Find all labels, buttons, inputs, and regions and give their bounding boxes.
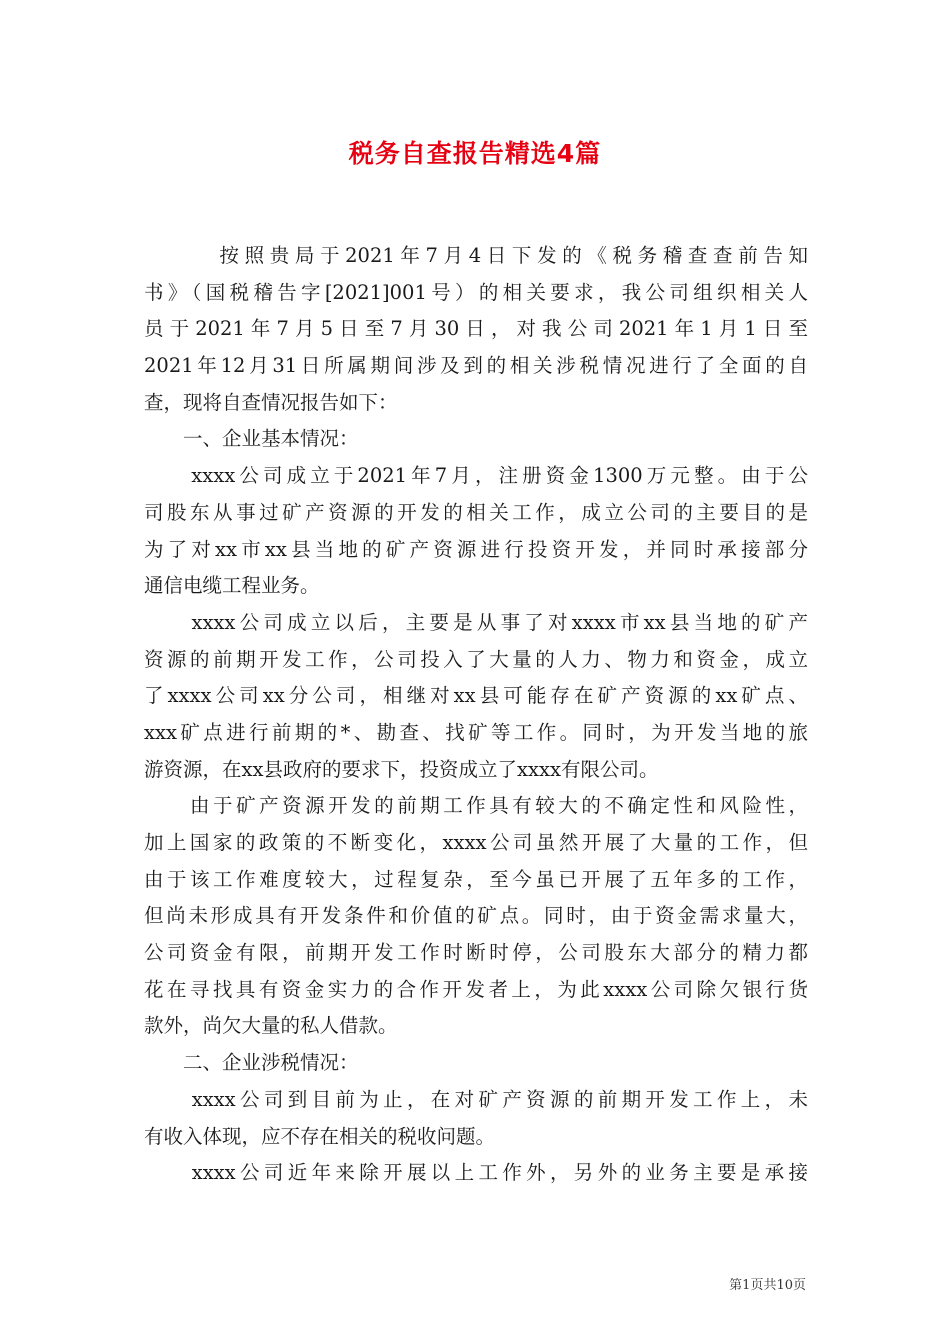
page-number: 第1页共10页 (729, 1278, 806, 1293)
text-line: 有收入体现，应不存在相关的税收问题。 (144, 1124, 496, 1148)
text-line: 一、企业基本情况： (144, 427, 359, 451)
text-line: 2021年12月31日所属期间涉及到的相关涉税情况进行了全面的自 (144, 354, 808, 378)
text-line: xxxx公司到目前为止，在对矿产资源的前期开发工作上，未 (144, 1087, 808, 1111)
text-line: 司股东从事过矿产资源的开发的相关工作，成立公司的主要目的是 (144, 500, 808, 524)
text-line: 员于2021年7月5日至7月30日，对我公司2021年1月1日至 (144, 317, 808, 341)
text-line: 游资源，在xx县政府的要求下，投资成立了xxxx有限公司。 (144, 757, 659, 781)
text-line: xxxx公司近年来除开展以上工作外，另外的业务主要是承接 (144, 1161, 808, 1185)
text-line: 为了对xx市xx县当地的矿产资源进行投资开发，并同时承接部分 (144, 537, 808, 561)
text-line: 但尚未形成具有开发条件和价值的矿点。同时，由于资金需求量大， (144, 904, 808, 928)
text-line: 通信电缆工程业务。 (144, 574, 320, 598)
text-line: 由于矿产资源开发的前期工作具有较大的不确定性和风险性， (144, 794, 808, 818)
text-line: 由于该工作难度较大，过程复杂，至今虽已开展了五年多的工作， (144, 867, 808, 891)
text-line: 花在寻找具有资金实力的合作开发者上，为此xxxx公司除欠银行货 (144, 977, 808, 1001)
text-line: 查，现将自查情况报告如下： (144, 390, 398, 414)
text-line: 款外，尚欠大量的私人借款。 (144, 1014, 398, 1038)
text-line: 书》（国税稽告字[2021]001号）的相关要求，我公司组织相关人 (144, 280, 808, 304)
text-line: 加上国家的政策的不断变化，xxxx公司虽然开展了大量的工作，但 (144, 831, 808, 854)
text-line: 资源的前期开发工作，公司投入了大量的人力、物力和资金，成立 (144, 647, 808, 671)
text-line: xxx矿点进行前期的*、勘查、找矿等工作。同时，为开发当地的旅 (144, 720, 808, 744)
text-line: 公司资金有限，前期开发工作时断时停，公司股东大部分的精力都 (144, 941, 808, 965)
text-line: xxxx公司成立于2021年7月，注册资金1300万元整。由于公 (144, 464, 808, 488)
text-line: xxxx公司成立以后，主要是从事了对xxxx市xx县当地的矿产 (144, 610, 808, 634)
document-body (144, 238, 808, 1192)
document-title: 税务自查报告精选4篇 (348, 139, 602, 168)
text-line: 按照贵局于2021年7月4日下发的《税务稽查查前告知 (144, 244, 808, 267)
text-line: 二、企业涉税情况： (144, 1051, 359, 1075)
text-line: 了xxxx公司xx分公司，相继对xx县可能存在矿产资源的xx矿点、 (144, 684, 808, 708)
